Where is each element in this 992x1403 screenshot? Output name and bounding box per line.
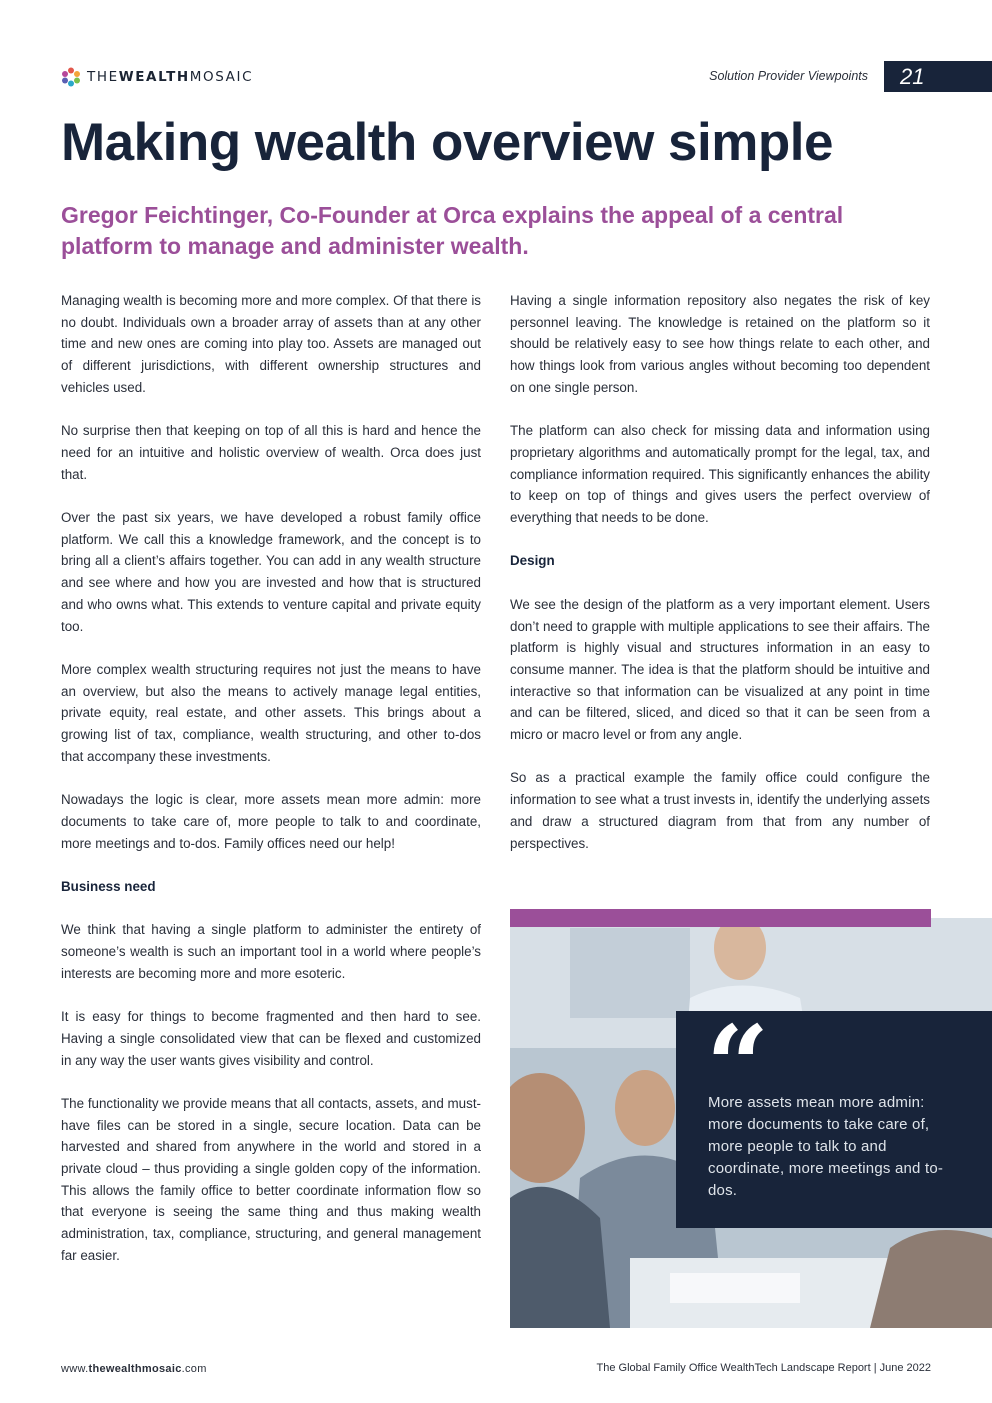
page-number-tab bbox=[884, 61, 992, 92]
paragraph: We see the design of the platform as a very important element. Users don’t need to grapple with multiple applications to see their affairs. The platform is highly visual and structures information in an easy to consume manner. The idea is that the platform should be intuitive and interactive so that information can be visualized at any point in time and can be filtered, sliced, and diced so that it can be seen from a micro or macro level or from any angle. bbox=[510, 596, 930, 743]
paragraph: More complex wealth structuring requires not just the means to have an overview, but also the means to actively manage legal entities, private equity, real estate, and other assets. This brings about a growing list of tax, compliance, wealth structuring, and other to-dos that accompany these investments. bbox=[61, 661, 481, 764]
pull-quote bbox=[676, 1001, 992, 1228]
mosaic-logo-icon bbox=[61, 67, 81, 87]
quote-mark-icon: “ bbox=[706, 1001, 770, 1130]
article-subtitle: Gregor Feichtinger, Co-Founder at Orca explains the appeal of a central platform to manage and administer wealth. bbox=[61, 202, 844, 259]
section-label: Solution Provider Viewpoints bbox=[709, 69, 868, 83]
paragraph: Having a single information repository also negates the risk of key personnel leaving. The knowledge is retained on the platform so it should be relatively easy to see how things relate to each other, and how things look from various angles without becoming too dependent on one single person. bbox=[510, 293, 930, 395]
paragraph: The platform can also check for missing data and information using proprietary algorithms and automatically prompt for the legal, tax, and compliance information required. This significantly enhances the ability to keep on top of things and gives users the perfect overview of everything that needs to be done. bbox=[510, 423, 930, 526]
footer-report-title: The Global Family Office WealthTech Landscape Report | June 2022 bbox=[596, 1362, 931, 1374]
pull-quote-text: More assets mean more admin: more documents to take care of, more people to talk to and coordinate, more meetings and to-dos. bbox=[708, 1094, 944, 1199]
paragraph: Managing wealth is becoming more and more complex. Of that there is no doubt. Individuals own a broader array of assets than at any other time and new ones are coming into play too. Assets are managed out of different jurisdictions, with different ownership structures and vehicles used. bbox=[61, 293, 481, 395]
footer-url[interactable]: www.thewealthmosaic.com bbox=[61, 1363, 207, 1375]
accent-bar bbox=[510, 909, 931, 927]
paragraph: Over the past six years, we have developed a robust family office platform. We call this a knowledge framework, and the concept is to bring all a client’s affairs together. You can add in any wealth structure and see where and how you are invested and how that is structured and who owns what. This extends to venture capital and private equity too. bbox=[61, 510, 481, 634]
paragraph: Nowadays the logic is clear, more assets mean more admin: more documents to take care of, more people to talk to and coordinate, more meetings and to-dos. Family offices need our help! bbox=[61, 792, 481, 851]
article-title: Making wealth overview simple bbox=[61, 113, 833, 172]
heading-business-need: Business need bbox=[61, 878, 156, 894]
left-column bbox=[61, 290, 481, 1288]
paragraph: No surprise then that keeping on top of all this is hard and hence the need for an intuitive and holistic overview of wealth. Orca does just that. bbox=[61, 423, 481, 482]
paragraph: So as a practical example the family office could configure the information to see what a trust invests in, identify the underlying assets and draw a structured diagram from that from any number of perspectives. bbox=[510, 770, 930, 851]
paragraph: It is easy for things to become fragmented and then hard to see. Having a single consolidated view that can be flexed and customized in any way the user wants gives visibility and control. bbox=[61, 1009, 481, 1068]
logo-wordmark: THEWEALTHMOSAIC bbox=[87, 69, 254, 85]
page-number: 21 bbox=[900, 64, 925, 89]
paragraph: The functionality we provide means that all contacts, assets, and must-have files can be stored in a single, secure location. Data can be harvested and shared from anywhere in the world and stored in a private cloud – thus providing a single golden copy of the information. This allows the family office to better coordinate information flow so that everyone is seeing the same thing and thus making wealth administration, tax, compliance, structuring, and general management far easier. bbox=[61, 1095, 481, 1263]
heading-design: Design bbox=[510, 553, 555, 569]
right-column bbox=[510, 290, 930, 876]
paragraph: We think that having a single platform to administer the entirety of someone’s wealth is such an important tool in a world where people’s interests are becoming more and more esoteric. bbox=[61, 922, 481, 981]
logo bbox=[61, 67, 253, 87]
